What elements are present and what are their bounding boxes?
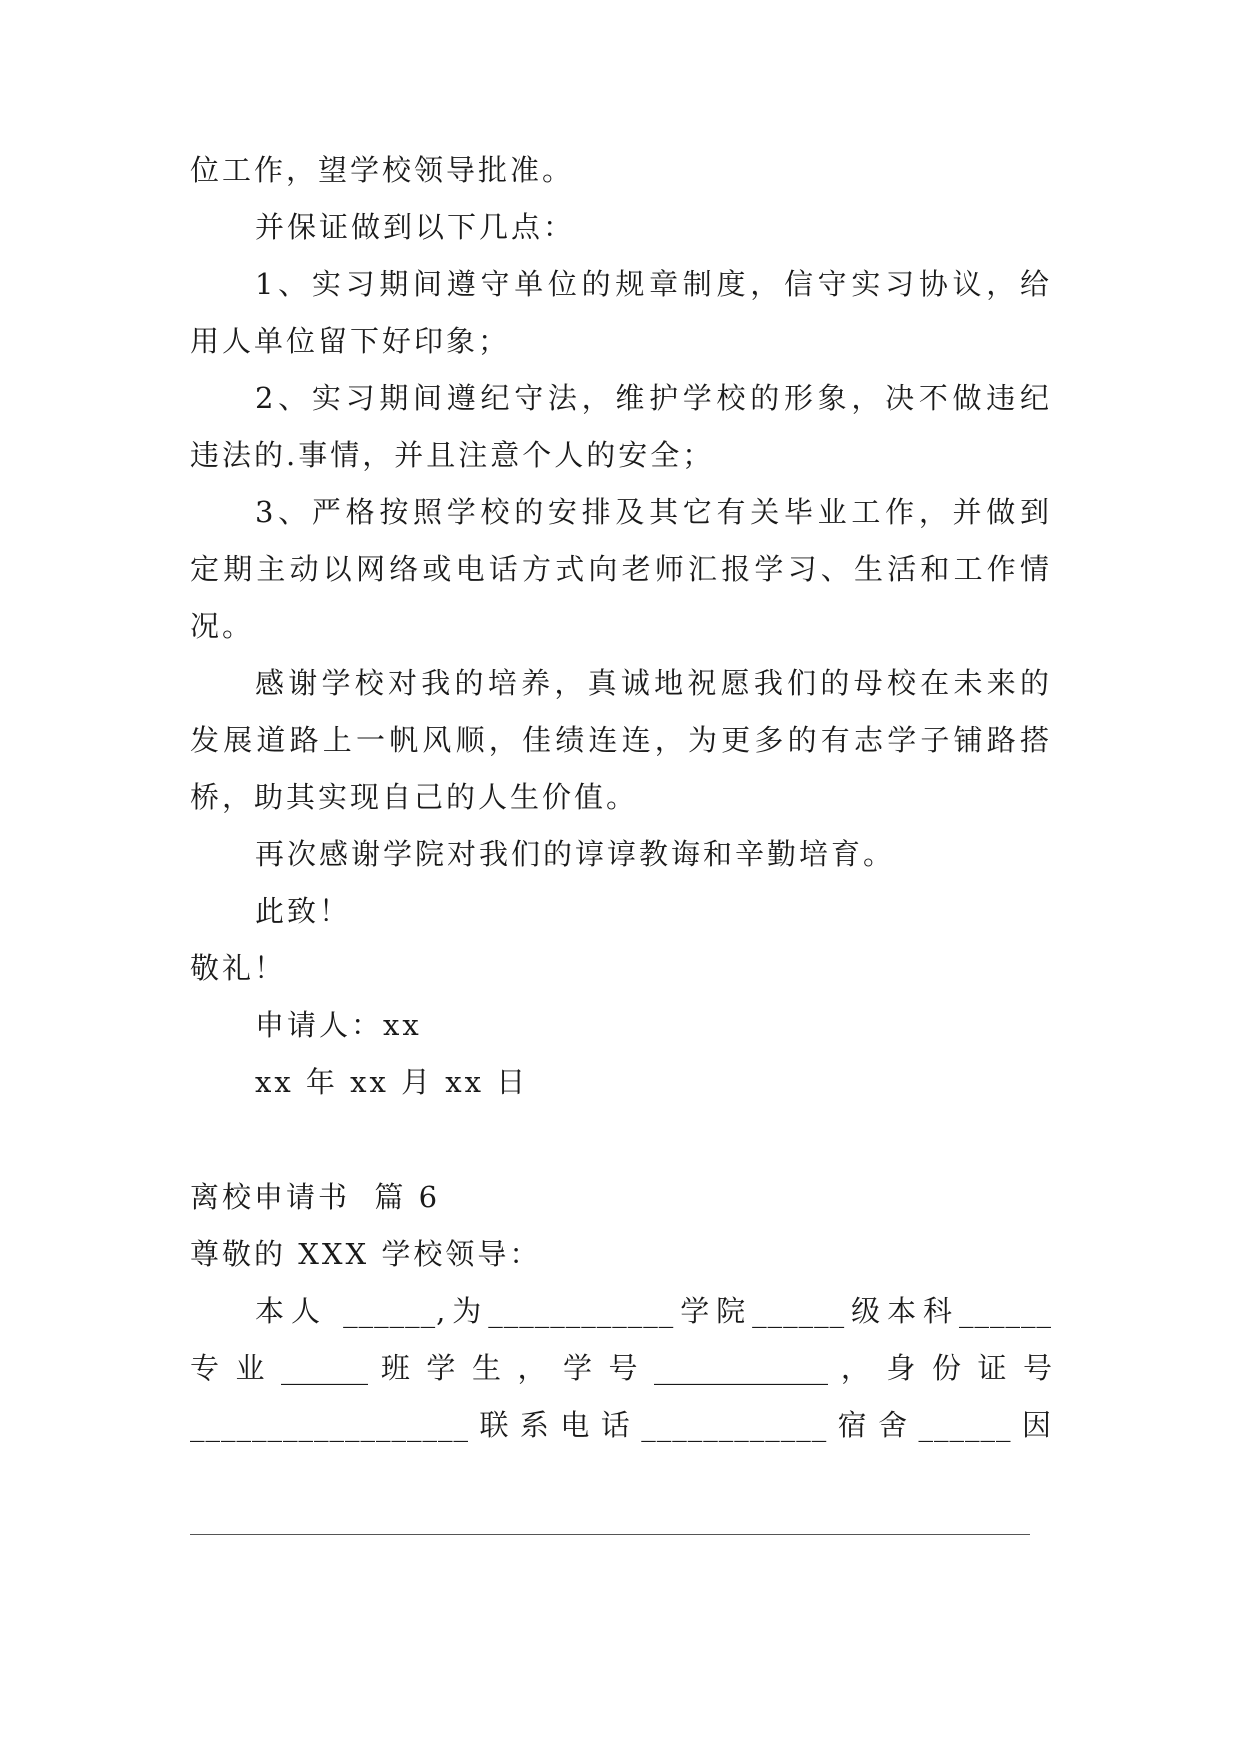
form-line: 本人 ______,为____________学院______级本科______ [255,1294,1052,1328]
paragraph-line: 况。 [190,609,255,643]
paragraph-line: 1、实习期间遵守单位的规章制度，信守实习协议，给 [255,267,1052,301]
paragraph-line: 定期主动以网络或电话方式向老师汇报学习、生活和工作情 [190,552,1052,586]
paragraph-line: 2、实习期间遵纪守法，维护学校的形象，决不做违纪 [255,381,1052,415]
closing-line: 此致！ [255,894,352,928]
blank-rule [190,1534,1030,1535]
paragraph-line: 感谢学校对我的培养，真诚地祝愿我们的母校在未来的 [255,666,1052,700]
section-title: 离校申请书 篇 6 [190,1180,441,1214]
paragraph-line: 用人单位留下好印象； [190,324,511,358]
paragraph-line: 3、严格按照学校的安排及其它有关毕业工作，并做到 [255,495,1052,529]
form-line: 专 业 ______ 班 学 生 ， 学 号 ____________ ， 身 份 证 号 [190,1351,1052,1385]
paragraph-line: 发展道路上一帆风顺，佳绩连连，为更多的有志学子铺路搭 [190,723,1052,757]
paragraph-line: 违法的.事情，并且注意个人的安全； [190,438,715,472]
greeting-line: 尊敬的 XXX 学校领导： [190,1237,542,1271]
date-line: xx 年 xx 月 xx 日 [255,1065,529,1099]
paragraph-line: 并保证做到以下几点： [255,210,576,244]
paragraph-line: 桥，助其实现自己的人生价值。 [190,780,639,814]
paragraph-line: 再次感谢学院对我们的谆谆教诲和辛勤培育。 [255,837,896,871]
salutation-line: 敬礼！ [190,951,287,985]
paragraph-line: 位工作，望学校领导批准。 [190,153,575,187]
applicant-line: 申请人：xx [255,1008,422,1042]
form-line: __________________联系电话____________宿舍______因 [190,1408,1052,1442]
